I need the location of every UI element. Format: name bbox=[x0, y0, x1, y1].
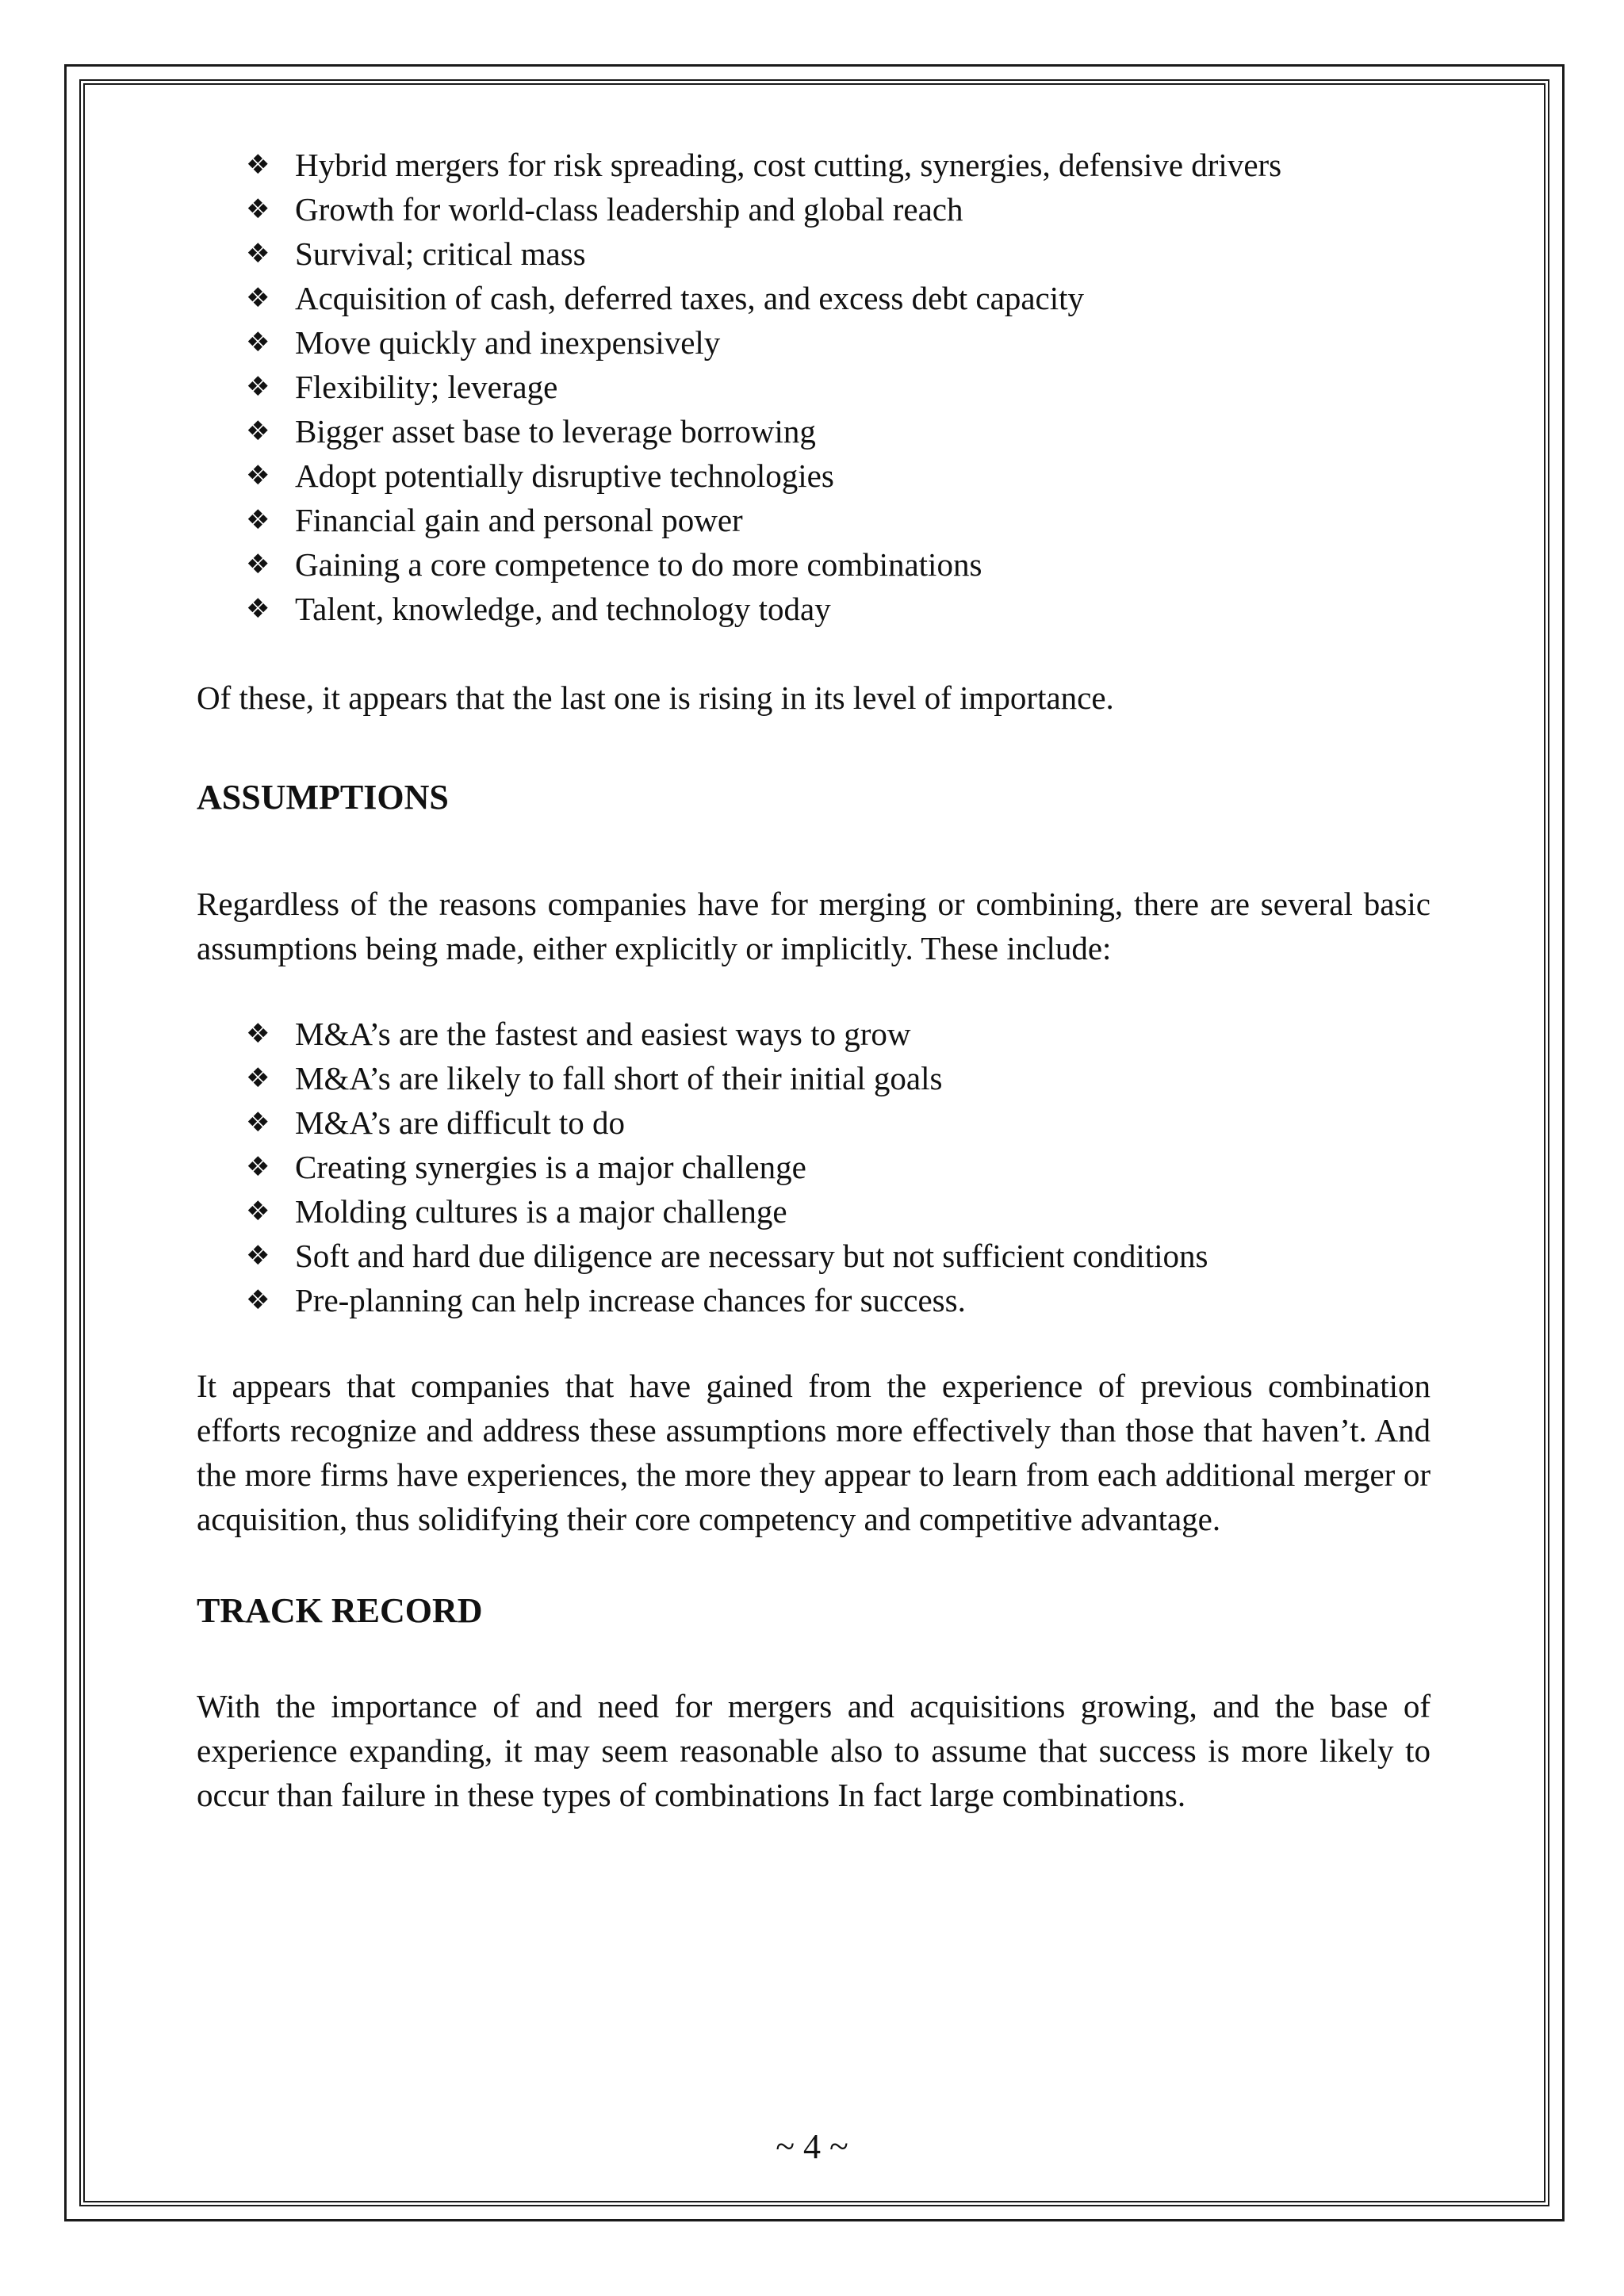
diamond-bullet-icon: ❖ bbox=[246, 149, 270, 181]
diamond-bullet-icon: ❖ bbox=[246, 282, 270, 314]
diamond-bullet-icon: ❖ bbox=[246, 504, 270, 536]
diamond-bullet-icon: ❖ bbox=[246, 238, 270, 270]
diamond-bullet-icon: ❖ bbox=[246, 549, 270, 580]
list-item: ❖ Move quickly and inexpensively bbox=[246, 320, 1431, 365]
list-item: ❖ Pre-planning can help increase chances for success. bbox=[246, 1278, 1431, 1322]
diamond-bullet-icon: ❖ bbox=[246, 1284, 270, 1316]
importance-paragraph: Of these, it appears that the last one is rising in its level of importance. bbox=[197, 679, 1114, 716]
assumptions-paragraph: Regardless of the reasons companies have for merging or combining, there are several basic assumptions being made, either explicitly or implicitly. These include: bbox=[197, 886, 1431, 966]
list-item: ❖ M&A’s are the fastest and easiest ways to grow bbox=[246, 1012, 1431, 1056]
experience-paragraph: It appears that companies that have gained from the experience of previous combination efforts recognize and address these assumptions more effectively than those that haven’t. And the more firms have experiences, the more they appear to learn from each additional merger or acquisition, thus solidifying their core competency and competitive advantage. bbox=[197, 1368, 1431, 1537]
diamond-bullet-icon: ❖ bbox=[246, 1062, 270, 1094]
list-item: ❖ Hybrid mergers for risk spreading, cost cutting, synergies, defensive drivers bbox=[246, 143, 1431, 187]
list-item: ❖ M&A’s are difficult to do bbox=[246, 1100, 1431, 1145]
list-item: ❖ Molding cultures is a major challenge bbox=[246, 1189, 1431, 1234]
page-content bbox=[197, 143, 1431, 1817]
diamond-bullet-icon: ❖ bbox=[246, 415, 270, 447]
assumptions-heading: ASSUMPTIONS bbox=[197, 778, 449, 817]
list-item: ❖ Growth for world-class leadership and global reach bbox=[246, 187, 1431, 232]
list-item: ❖ Survival; critical mass bbox=[246, 232, 1431, 276]
diamond-bullet-icon: ❖ bbox=[246, 1107, 270, 1138]
track-record-paragraph: With the importance of and need for mergers and acquisitions growing, and the base of experience expanding, it may seem reasonable also to assume that success is more likely to occur than failure in these types of combinations In fact large combinations. bbox=[197, 1688, 1431, 1813]
diamond-bullet-icon: ❖ bbox=[246, 1196, 270, 1227]
list-item: ❖ Adopt potentially disruptive technologies bbox=[246, 453, 1431, 498]
assumptions-list bbox=[197, 1012, 1431, 1322]
diamond-bullet-icon: ❖ bbox=[246, 1151, 270, 1183]
reasons-list bbox=[197, 143, 1431, 631]
list-item: ❖ Talent, knowledge, and technology today bbox=[246, 587, 1431, 631]
list-item: ❖ Bigger asset base to leverage borrowing bbox=[246, 409, 1431, 453]
diamond-bullet-icon: ❖ bbox=[246, 593, 270, 625]
list-item: ❖ Financial gain and personal power bbox=[246, 498, 1431, 542]
diamond-bullet-icon: ❖ bbox=[246, 193, 270, 225]
diamond-bullet-icon: ❖ bbox=[246, 327, 270, 358]
diamond-bullet-icon: ❖ bbox=[246, 460, 270, 492]
list-item: ❖ Soft and hard due diligence are necessary but not sufficient conditions bbox=[246, 1234, 1431, 1278]
list-item: ❖ Acquisition of cash, deferred taxes, and excess debt capacity bbox=[246, 276, 1431, 320]
page-number: ~ 4 ~ bbox=[776, 2127, 848, 2166]
track-record-heading: TRACK RECORD bbox=[197, 1591, 483, 1630]
diamond-bullet-icon: ❖ bbox=[246, 1018, 270, 1050]
list-item: ❖ Creating synergies is a major challenge bbox=[246, 1145, 1431, 1189]
list-item: ❖ Flexibility; leverage bbox=[246, 365, 1431, 409]
list-item: ❖ Gaining a core competence to do more combinations bbox=[246, 542, 1431, 587]
list-item: ❖ M&A’s are likely to fall short of their initial goals bbox=[246, 1056, 1431, 1100]
diamond-bullet-icon: ❖ bbox=[246, 1240, 270, 1272]
diamond-bullet-icon: ❖ bbox=[246, 371, 270, 403]
